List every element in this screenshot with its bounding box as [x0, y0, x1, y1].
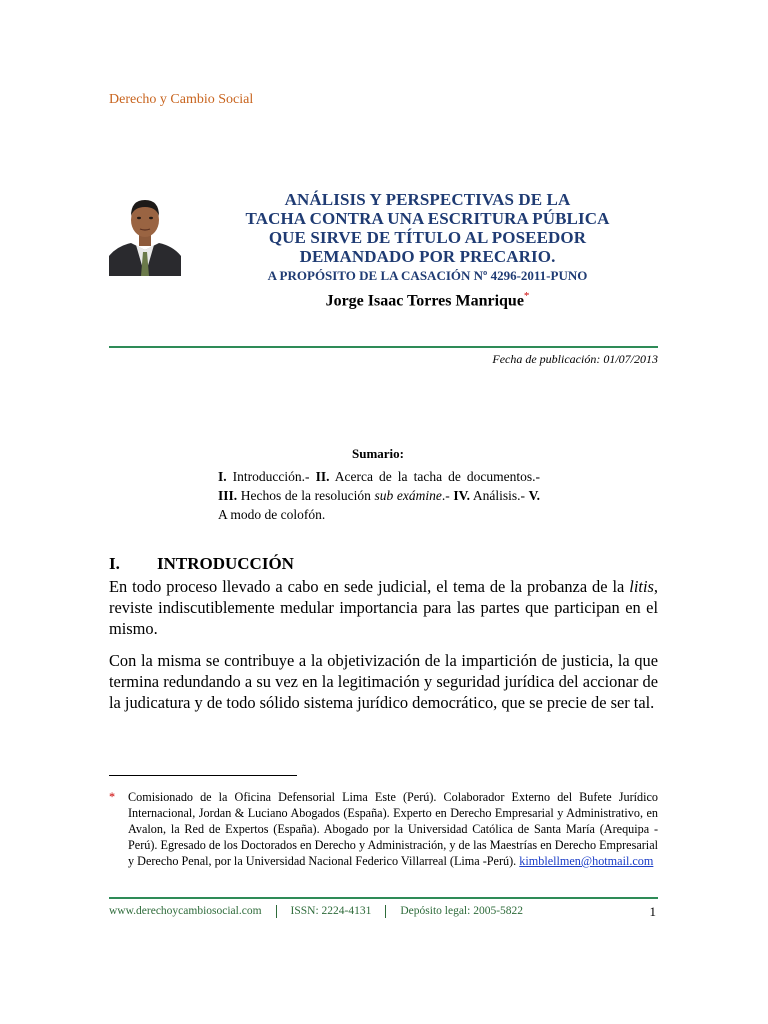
- paragraph-text: , reviste indiscutiblemente medular importancia para las partes que participan en el mismo.: [109, 577, 658, 638]
- summary-numeral: III.: [218, 488, 238, 503]
- publication-date: Fecha de publicación: 01/07/2013: [492, 352, 658, 366]
- footer-separator: [276, 905, 277, 918]
- author-photo: [109, 190, 181, 276]
- summary-item: A modo de colofón.: [218, 507, 326, 522]
- summary-numeral: V.: [528, 488, 540, 503]
- footer-deposito: Depósito legal: 2005-5822: [400, 905, 524, 918]
- header-divider: [109, 346, 658, 348]
- summary-heading: Sumario:: [352, 446, 404, 461]
- footnote-divider: [109, 775, 297, 776]
- title-line: ANÁLISIS Y PERSPECTIVAS DE LA: [284, 190, 571, 209]
- summary-body: [218, 467, 540, 524]
- summary-item: Introducción.-: [226, 469, 316, 484]
- author-name: [200, 290, 655, 310]
- summary-item: Hechos de la resolución: [237, 488, 375, 503]
- footer-website[interactable]: www.derechoycambiosocial.com: [109, 905, 262, 918]
- section-number: I.: [109, 554, 120, 573]
- summary-item: .-: [441, 488, 454, 503]
- summary-numeral: IV.: [453, 488, 470, 503]
- title-line: QUE SIRVE DE TÍTULO AL POSEEDOR: [268, 228, 587, 247]
- author-footnote-marker[interactable]: *: [523, 290, 530, 302]
- title-line: TACHA CONTRA UNA ESCRITURA PÚBLICA: [245, 209, 610, 228]
- page-footer: [109, 905, 658, 918]
- page-number: 1: [649, 904, 656, 919]
- footnote-marker: *: [109, 790, 116, 804]
- footnote: [109, 789, 658, 869]
- paragraph-italic-term: litis: [629, 577, 654, 596]
- paragraph: [109, 576, 658, 639]
- footer-divider: [109, 897, 658, 899]
- paragraph-text: En todo proceso llevado a cabo en sede judicial, el tema de la probanza de la: [109, 577, 630, 596]
- summary-item-italic: sub exámine: [374, 488, 442, 503]
- footnote-text: Comisionado de la Oficina Defensorial Lima Este (Perú). Colaborador Externo del Bufete Jurídico Internacional, Jordan & Luciano Abogados (España). Experto en Derecho Empresarial y Administrativo, en Avalon, la Red de Expertos (España). Abogado por la Universidad Católica de Santa María (Arequipa -Perú). Egresado de los Doctorados en Derecho y Administración, y de las Maestrías en Derecho Empresarial y Derecho Penal, por la Universidad Nacional Federico Villarreal (Lima -Perú).: [128, 790, 658, 868]
- paragraph: [109, 650, 658, 713]
- article-title: [200, 190, 655, 284]
- summary-numeral: I.: [218, 469, 227, 484]
- section-heading: [109, 554, 294, 574]
- journal-name: Derecho y Cambio Social: [109, 92, 254, 107]
- paragraph-text: Con la misma se contribuye a la objetivización de la impartición de justicia, la que termina redundando a su vez en la legitimación y seguridad jurídica del accionar de la judicatura y de todo sólido sistema jurídico democrático, que se precie de ser tal.: [109, 651, 658, 712]
- title-line: DEMANDADO POR PRECARIO.: [299, 247, 556, 266]
- author-name-text: Jorge Isaac Torres Manrique: [325, 292, 524, 310]
- author-portrait-image: [109, 190, 181, 276]
- section-title: INTRODUCCIÓN: [157, 554, 294, 573]
- author-email-link[interactable]: kimblellmen@hotmail.com: [519, 854, 654, 868]
- summary-item: Análisis.-: [469, 488, 529, 503]
- summary-item: Acerca de la tacha de documentos.-: [329, 469, 540, 484]
- footer-issn: ISSN: 2224-4131: [290, 905, 372, 918]
- footer-separator: [385, 905, 386, 918]
- article-subtitle: A PROPÓSITO DE LA CASACIÓN Nº 4296-2011-PUNO: [267, 268, 588, 283]
- summary-numeral: II.: [315, 469, 330, 484]
